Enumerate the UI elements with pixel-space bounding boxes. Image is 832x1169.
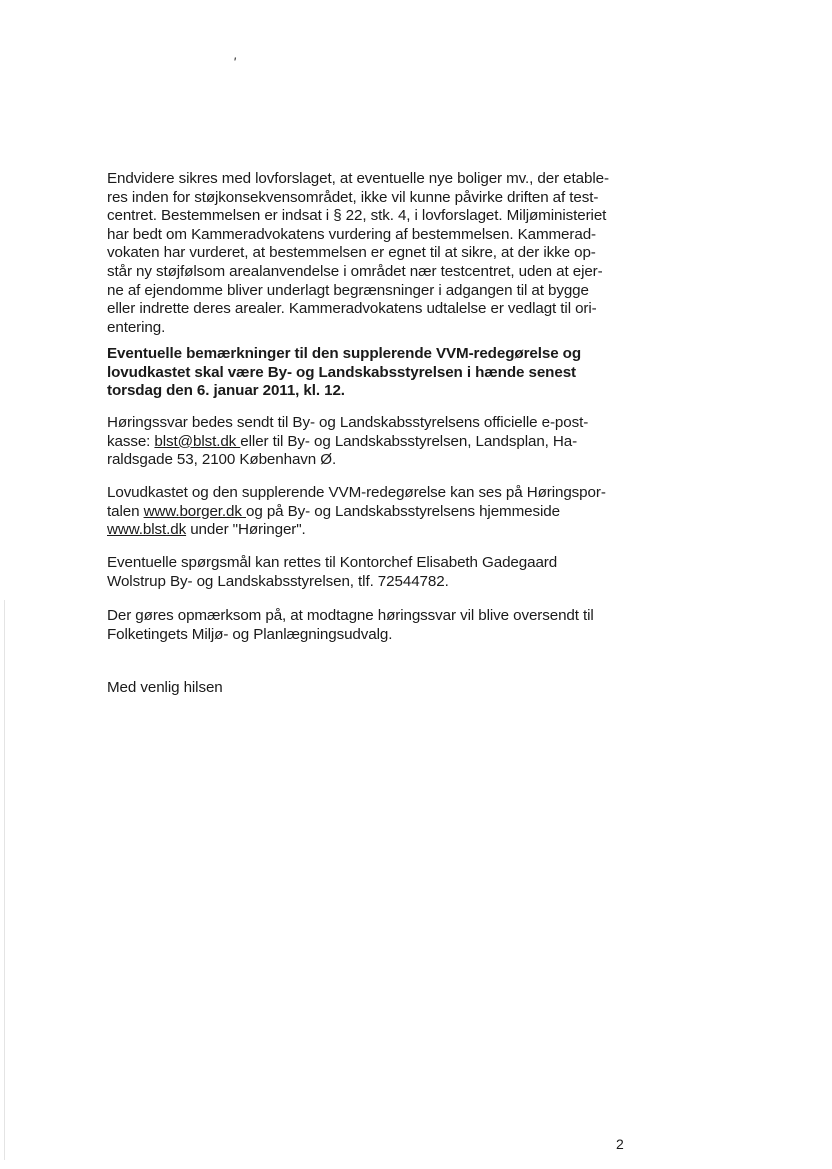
text-line: Eventuelle bemærkninger til den supplerende VVM-redegørelse og	[107, 345, 582, 362]
paragraph-forwarding	[107, 607, 627, 644]
borger-link[interactable]: www.borger.dk	[143, 502, 246, 520]
text-line: raldsgade 53, 2100 København Ø.	[107, 451, 337, 469]
text-line: entering.	[107, 318, 166, 336]
paragraph-noise-protection	[107, 170, 627, 337]
text-line: ne af ejendomme bliver underlagt begrænsninger i adgangen til at bygge	[107, 281, 589, 299]
text-line: eller indrette deres arealer. Kammeradvokatens udtalelse er vedlagt til ori-	[107, 300, 597, 318]
blst-link[interactable]: www.blst.dk	[107, 521, 187, 539]
text-line: Wolstrup By- og Landskabsstyrelsen, tlf. 72544782.	[107, 572, 449, 590]
text-line: vokaten har vurderet, at bestemmelsen er egnet til at sikre, at der ikke op-	[107, 244, 596, 262]
paragraph-deadline	[107, 345, 627, 401]
text-line: torsdag den 6. januar 2011, kl. 12.	[107, 382, 345, 400]
stray-mark: '	[233, 54, 236, 70]
text-line: talen www.borger.dk og på By- og Landskabsstyrelsens hjemmeside	[107, 502, 560, 520]
paragraph-hearing-portal	[107, 484, 627, 540]
text-line: Lovudkastet og den supplerende VVM-redegørelse kan ses på Høringspor-	[107, 484, 606, 501]
text-line: centret. Bestemmelsen er indsat i § 22, stk. 4, i lovforslaget. Miljøministeriet	[107, 207, 607, 225]
text-line: res inden for støjkonsekvensområdet, ikke vil kunne påvirke driften af test-	[107, 188, 599, 206]
text-line: står ny støjfølsom arealanvendelse i området nær testcentret, uden at ejer-	[107, 262, 603, 280]
text-line: Med venlig hilsen	[107, 679, 223, 696]
text-line: Endvidere sikres med lovforslaget, at eventuelle nye boliger mv., der etable-	[107, 170, 609, 187]
text-line: lovudkastet skal være By- og Landskabsstyrelsen i hænde senest	[107, 363, 577, 381]
text-line: har bedt om Kammeradvokatens vurdering af bestemmelsen. Kammerad-	[107, 225, 597, 243]
text-line: www.blst.dk under "Høringer".	[107, 521, 306, 539]
text-line: Eventuelle spørgsmål kan rettes til Kontorchef Elisabeth Gadegaard	[107, 554, 558, 571]
paragraph-questions	[107, 554, 627, 591]
text-line: Folketingets Miljø- og Planlægningsudvalg.	[107, 625, 393, 643]
email-link[interactable]: blst@blst.dk	[154, 432, 241, 450]
text-line: Høringssvar bedes sendt til By- og Landskabsstyrelsens officielle e-post-	[107, 414, 589, 431]
page-number: 2	[616, 1136, 624, 1152]
scan-edge-line	[4, 600, 5, 1160]
text-line: kasse: blst@blst.dk eller til By- og Landskabsstyrelsen, Landsplan, Ha-	[107, 432, 578, 450]
paragraph-submission	[107, 414, 627, 470]
text-line: Der gøres opmærksom på, at modtagne høringssvar vil blive oversendt til	[107, 607, 594, 624]
closing-greeting	[107, 679, 627, 698]
